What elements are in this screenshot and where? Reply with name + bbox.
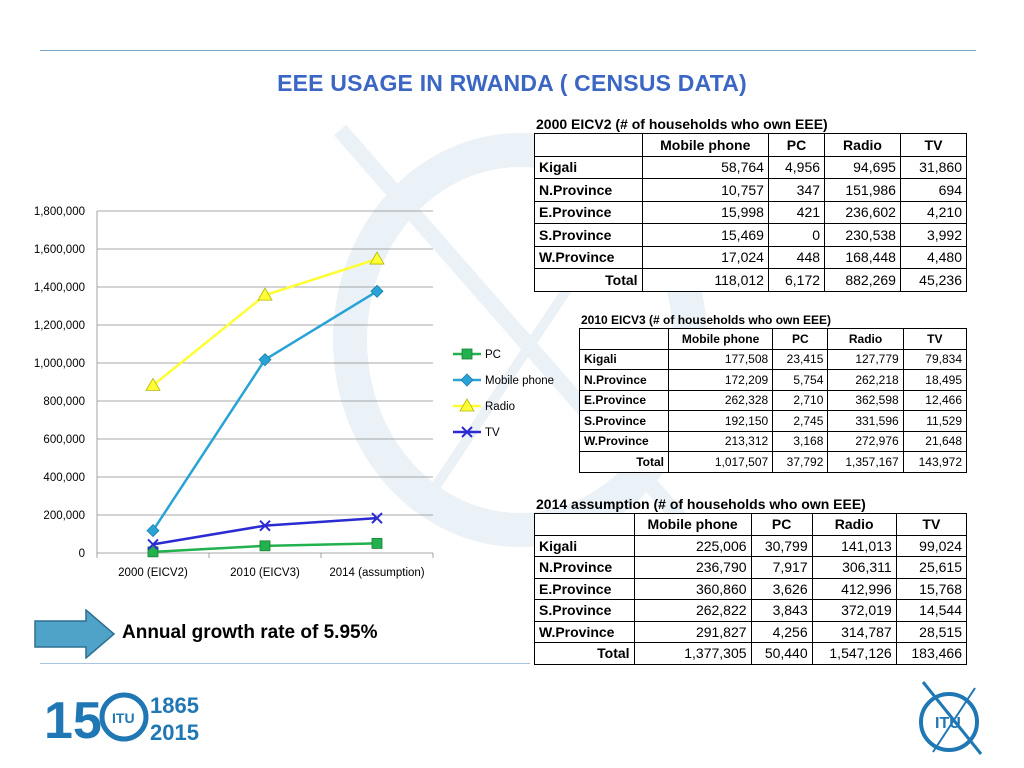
row-label: Kigali [535,535,635,557]
logo-digits: 15 [44,692,102,746]
table-cell: 21,648 [903,431,966,452]
table-cell: 4,256 [751,621,812,643]
table-cell: 236,602 [825,201,901,224]
row-label: N.Province [535,179,643,202]
column-header: Mobile phone [634,514,751,536]
column-header: Radio [828,329,903,350]
table-2010-eicv3 [579,313,967,473]
x-tick-label: 2014 (assumption) [329,567,425,579]
table-cell: 172,209 [668,370,772,391]
chart-legend [453,349,554,439]
logo-year-end: 2015 [150,720,199,745]
table-cell: 1,547,126 [812,643,896,665]
data-point-pc [372,538,382,548]
row-label: W.Province [535,621,635,643]
table-cell: 192,150 [668,411,772,432]
column-header: TV [896,514,966,536]
table-cell: 58,764 [642,156,768,179]
table-cell: 151,986 [825,179,901,202]
table-cell: 99,024 [896,535,966,557]
column-header: Mobile phone [668,329,772,350]
row-label: N.Province [535,557,635,579]
column-header: TV [900,134,966,157]
y-tick-label: 1,400,000 [33,282,85,294]
row-label: S.Province [535,600,635,622]
table-cell: 314,787 [812,621,896,643]
column-header: Radio [812,514,896,536]
table-row [535,621,967,643]
table-cell: 10,757 [642,179,768,202]
series-line-mobile [153,291,377,530]
table-title: 2010 EICV3 (# of households who own EEE) [581,313,832,327]
legend-label: Mobile phone [485,375,555,387]
table-cell: 272,976 [828,431,903,452]
column-header: PC [768,134,824,157]
table-total-row [535,643,967,665]
y-tick-label: 800,000 [43,396,85,408]
table-cell: 183,466 [896,643,966,665]
bottom-divider [40,663,530,664]
table-corner-cell [535,134,643,157]
table-cell: 3,992 [900,224,966,247]
table-row [535,246,967,269]
table-cell: 50,440 [751,643,812,665]
table-cell: 225,006 [634,535,751,557]
row-label: W.Province [535,246,643,269]
table-cell: 2,745 [773,411,828,432]
table-row [580,370,967,391]
row-label: W.Province [580,431,669,452]
row-label: E.Province [535,201,643,224]
table-cell: 262,822 [634,600,751,622]
table-cell: 421 [768,201,824,224]
row-label: E.Province [580,390,669,411]
x-axis-tick-labels [118,567,425,579]
table-cell: 0 [768,224,824,247]
data-point-radio [370,252,384,264]
table-row [535,156,967,179]
column-header: PC [751,514,812,536]
table-cell: 127,779 [828,349,903,370]
table-row [535,557,967,579]
logo-emblem-text: ITU [112,710,135,726]
table-cell: 15,469 [642,224,768,247]
table-cell: 25,615 [896,557,966,579]
table-cell: 177,508 [668,349,772,370]
table-row [580,411,967,432]
table-cell: 213,312 [668,431,772,452]
total-label: Total [535,269,643,292]
table-cell: 236,790 [634,557,751,579]
row-label: S.Province [535,224,643,247]
y-tick-label: 600,000 [43,434,85,446]
legend-label: PC [485,349,501,361]
table-cell: 168,448 [825,246,901,269]
table-header-row [580,329,967,350]
y-axis-tick-labels [34,206,85,560]
legend-marker [462,349,472,359]
table-cell: 15,768 [896,578,966,600]
table-cell: 28,515 [896,621,966,643]
y-tick-label: 400,000 [43,472,85,484]
table-cell: 362,598 [828,390,903,411]
table-header-row [535,134,967,157]
table-row [535,179,967,202]
column-header: TV [903,329,966,350]
table-cell: 143,972 [903,452,966,473]
table-cell: 5,754 [773,370,828,391]
table-cell: 331,596 [828,411,903,432]
table-cell: 360,860 [634,578,751,600]
table-title: 2014 assumption (# of households who own EEE) [536,496,866,512]
itu-150-years-logo [44,688,204,746]
table-header-row [535,514,967,536]
table-cell: 448 [768,246,824,269]
table-cell: 347 [768,179,824,202]
growth-rate-note: Annual growth rate of 5.95% [122,622,378,643]
legend-label: Radio [485,401,516,413]
line-chart [0,190,560,590]
table-cell: 1,357,167 [828,452,903,473]
total-label: Total [535,643,635,665]
table-cell: 79,834 [903,349,966,370]
total-label: Total [580,452,669,473]
table-cell: 14,544 [896,600,966,622]
table-cell: 45,236 [900,269,966,292]
y-tick-label: 1,800,000 [33,206,85,218]
table-cell: 1,017,507 [668,452,772,473]
itu-logo-icon [915,680,987,758]
table-row [580,349,967,370]
table-cell: 1,377,305 [634,643,751,665]
row-label: Kigali [535,156,643,179]
table-row [535,600,967,622]
column-header: Mobile phone [642,134,768,157]
y-tick-label: 0 [78,548,85,560]
table-cell: 23,415 [773,349,828,370]
table-cell: 15,998 [642,201,768,224]
table-cell: 3,168 [773,431,828,452]
top-divider [40,50,976,51]
y-tick-label: 200,000 [43,510,85,522]
table-cell: 694 [900,179,966,202]
table-row [535,578,967,600]
table-2000-eicv2 [534,116,967,292]
table-cell: 2,710 [773,390,828,411]
column-header: Radio [825,134,901,157]
table-cell: 7,917 [751,557,812,579]
series-line-radio [153,259,377,385]
legend-marker [461,374,473,386]
logo-year-start: 1865 [150,693,199,718]
row-label: N.Province [580,370,669,391]
table-cell: 4,210 [900,201,966,224]
x-tick-label: 2000 (EICV2) [118,567,188,579]
table-cell: 230,538 [825,224,901,247]
table-row [580,431,967,452]
table-row [535,201,967,224]
table-cell: 118,012 [642,269,768,292]
table-cell: 882,269 [825,269,901,292]
table-row [535,224,967,247]
row-label: S.Province [580,411,669,432]
table-cell: 412,996 [812,578,896,600]
column-header: PC [773,329,828,350]
table-cell: 262,218 [828,370,903,391]
chart-series [146,252,384,557]
itu-logo-text: ITU [935,715,961,732]
itu-globe-icon [102,695,146,739]
right-arrow-icon [34,609,116,659]
legend-label: TV [485,427,500,439]
table-cell: 17,024 [642,246,768,269]
data-point-pc [260,541,270,551]
table-cell: 3,843 [751,600,812,622]
table-cell: 306,311 [812,557,896,579]
y-tick-label: 1,000,000 [33,358,85,370]
table-cell: 37,792 [773,452,828,473]
table-cell: 30,799 [751,535,812,557]
table-total-row [580,452,967,473]
row-label: E.Province [535,578,635,600]
table-cell: 12,466 [903,390,966,411]
x-tick-label: 2010 (EICV3) [230,567,300,579]
table-cell: 3,626 [751,578,812,600]
row-label: Kigali [580,349,669,370]
y-tick-label: 1,200,000 [33,320,85,332]
table-corner-cell [535,514,635,536]
table-cell: 31,860 [900,156,966,179]
table-row [535,535,967,557]
table-row [580,390,967,411]
slide-title: EEE USAGE IN RWANDA ( CENSUS DATA) [277,70,747,96]
table-cell: 6,172 [768,269,824,292]
table-cell: 94,695 [825,156,901,179]
table-corner-cell [580,329,669,350]
table-total-row [535,269,967,292]
table-title: 2000 EICV2 (# of households who own EEE) [536,116,828,132]
table-cell: 4,480 [900,246,966,269]
table-cell: 262,328 [668,390,772,411]
table-2014-assumption [534,496,967,665]
table-cell: 372,019 [812,600,896,622]
table-cell: 141,013 [812,535,896,557]
table-cell: 18,495 [903,370,966,391]
table-cell: 291,827 [634,621,751,643]
y-tick-label: 1,600,000 [33,244,85,256]
table-cell: 4,956 [768,156,824,179]
table-cell: 11,529 [903,411,966,432]
